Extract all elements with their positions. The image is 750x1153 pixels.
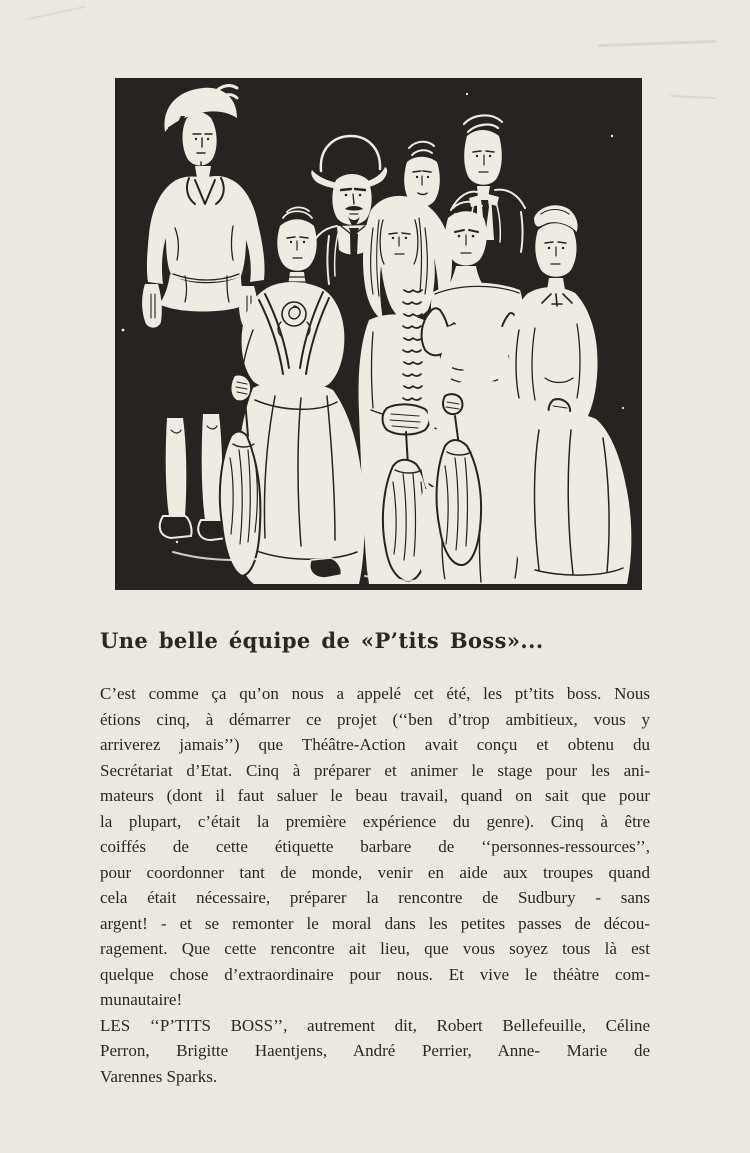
credits-line: Varennes Sparks. bbox=[100, 1066, 218, 1086]
body-line: cela était nécessaire, préparer la rencontre de Sudbury - sans bbox=[100, 888, 650, 907]
credits-line: Perron, Brigitte Haentjens, André Perrier, Anne- Marie de bbox=[100, 1041, 650, 1060]
body-line: Secrétariat d’Etat. Cinq à préparer et animer le stage pour les ani- bbox=[100, 760, 650, 780]
body-line: munautaire! bbox=[100, 990, 183, 1009]
credits-line: LES ‘‘P’TITS BOSS’’, autrement dit, Robert Bellefeuille, Céline bbox=[100, 1015, 650, 1035]
body-line: C’est comme ça qu’on nous a appelé cet été, les pt’tits boss. Nous bbox=[100, 684, 650, 703]
scan-smudge bbox=[670, 95, 716, 99]
scan-smudge bbox=[598, 40, 716, 47]
group-portrait-svg bbox=[115, 78, 642, 590]
body-line: mateurs (dont il faut saluer le beau travail, quand on sait que pour bbox=[100, 786, 650, 805]
body-line: pour coordonner tant de monde, venir en aide aux troupes quand bbox=[100, 862, 650, 882]
body-line: étions cinq, à démarrer ce projet (‘‘ben d’trop ambitieux, vous y bbox=[100, 709, 650, 729]
article-title: Une belle équipe de «P’tits Boss»... bbox=[100, 628, 544, 653]
group-portrait-illustration bbox=[115, 78, 642, 590]
body-line: quelque chose d’extraordinaire pour nous. Et vive le théàtre com- bbox=[100, 964, 650, 984]
body-line: arriverez jamais’’) que Théâtre-Action avait conçu et obtenu du bbox=[100, 735, 650, 754]
body-line: argent! - et se remonter le moral dans les petites passes de décou- bbox=[100, 913, 650, 933]
body-line: coiffés de cette étiquette barbare de ‘‘personnes-ressources’’, bbox=[100, 837, 650, 856]
body-line: ragement. Que cette rencontre ait lieu, que vous soyez tous là est bbox=[100, 939, 650, 958]
scan-smudge bbox=[26, 6, 85, 20]
article-body bbox=[100, 681, 650, 1089]
body-line: la plupart, c’était la première expérience du genre). Cinq à être bbox=[100, 811, 650, 831]
